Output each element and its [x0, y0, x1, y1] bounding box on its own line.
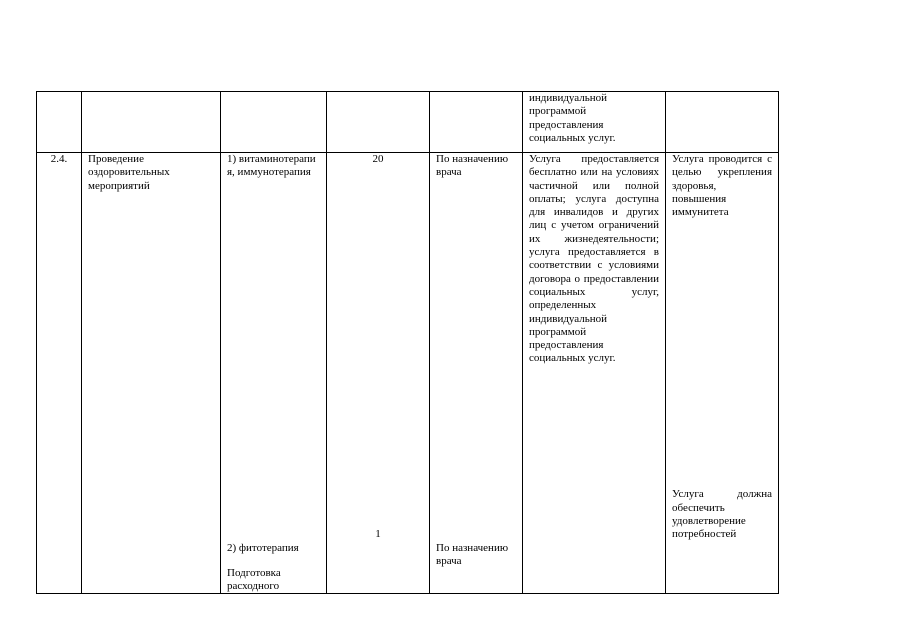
quantity-2: 1: [375, 528, 381, 541]
cell-period: [430, 92, 523, 153]
row-number: 2.4.: [50, 153, 68, 165]
result-text-2: Услуга должна обеспечить удовлетворение потребностей: [672, 488, 772, 541]
service-form-2-note: Подготовка расходного: [227, 566, 281, 593]
quality-text: Услуга предоставляется бесплатно или на условиях частичной или полной оплаты; услуга доступна для инвалидов и других лиц с учетом ограничений их жизнедеятельности; услуга предоставляется в соответствии с условиями договора о предоставлении социальных услуг, определенных индивидуальной программой предоставления социальных услуг.: [529, 153, 659, 365]
service-name: Проведение оздоровительных мероприятий: [88, 153, 170, 192]
cell-number: [37, 92, 82, 153]
quantity-1: 20: [372, 153, 384, 165]
cell-quality: [523, 153, 666, 594]
cell-name: [82, 153, 221, 594]
services-table: [36, 91, 779, 594]
cell-forms: [221, 153, 327, 594]
cell-result: [666, 92, 779, 153]
service-form-1: 1) витаминотерапия, иммунотерапия: [227, 153, 316, 179]
quality-text-continuation: индивидуальной программой предоставления социальных услуг.: [529, 92, 616, 144]
cell-period: [430, 153, 523, 594]
period-2: По назначению врача: [436, 541, 509, 567]
cell-forms: [221, 92, 327, 153]
cell-qty: [327, 153, 430, 594]
cell-result: [666, 153, 779, 594]
period-1: По назначению врача: [436, 153, 509, 179]
cell-number: [37, 153, 82, 594]
table-row: [37, 153, 779, 594]
table-row-continuation: [37, 92, 779, 153]
result-text-1: Услуга проводится с целью укрепления здоровья, повышения иммунитета: [672, 153, 772, 219]
cell-name: [82, 92, 221, 153]
cell-quality: [523, 92, 666, 153]
service-form-2: 2) фитотерапия: [227, 541, 299, 554]
cell-qty: [327, 92, 430, 153]
